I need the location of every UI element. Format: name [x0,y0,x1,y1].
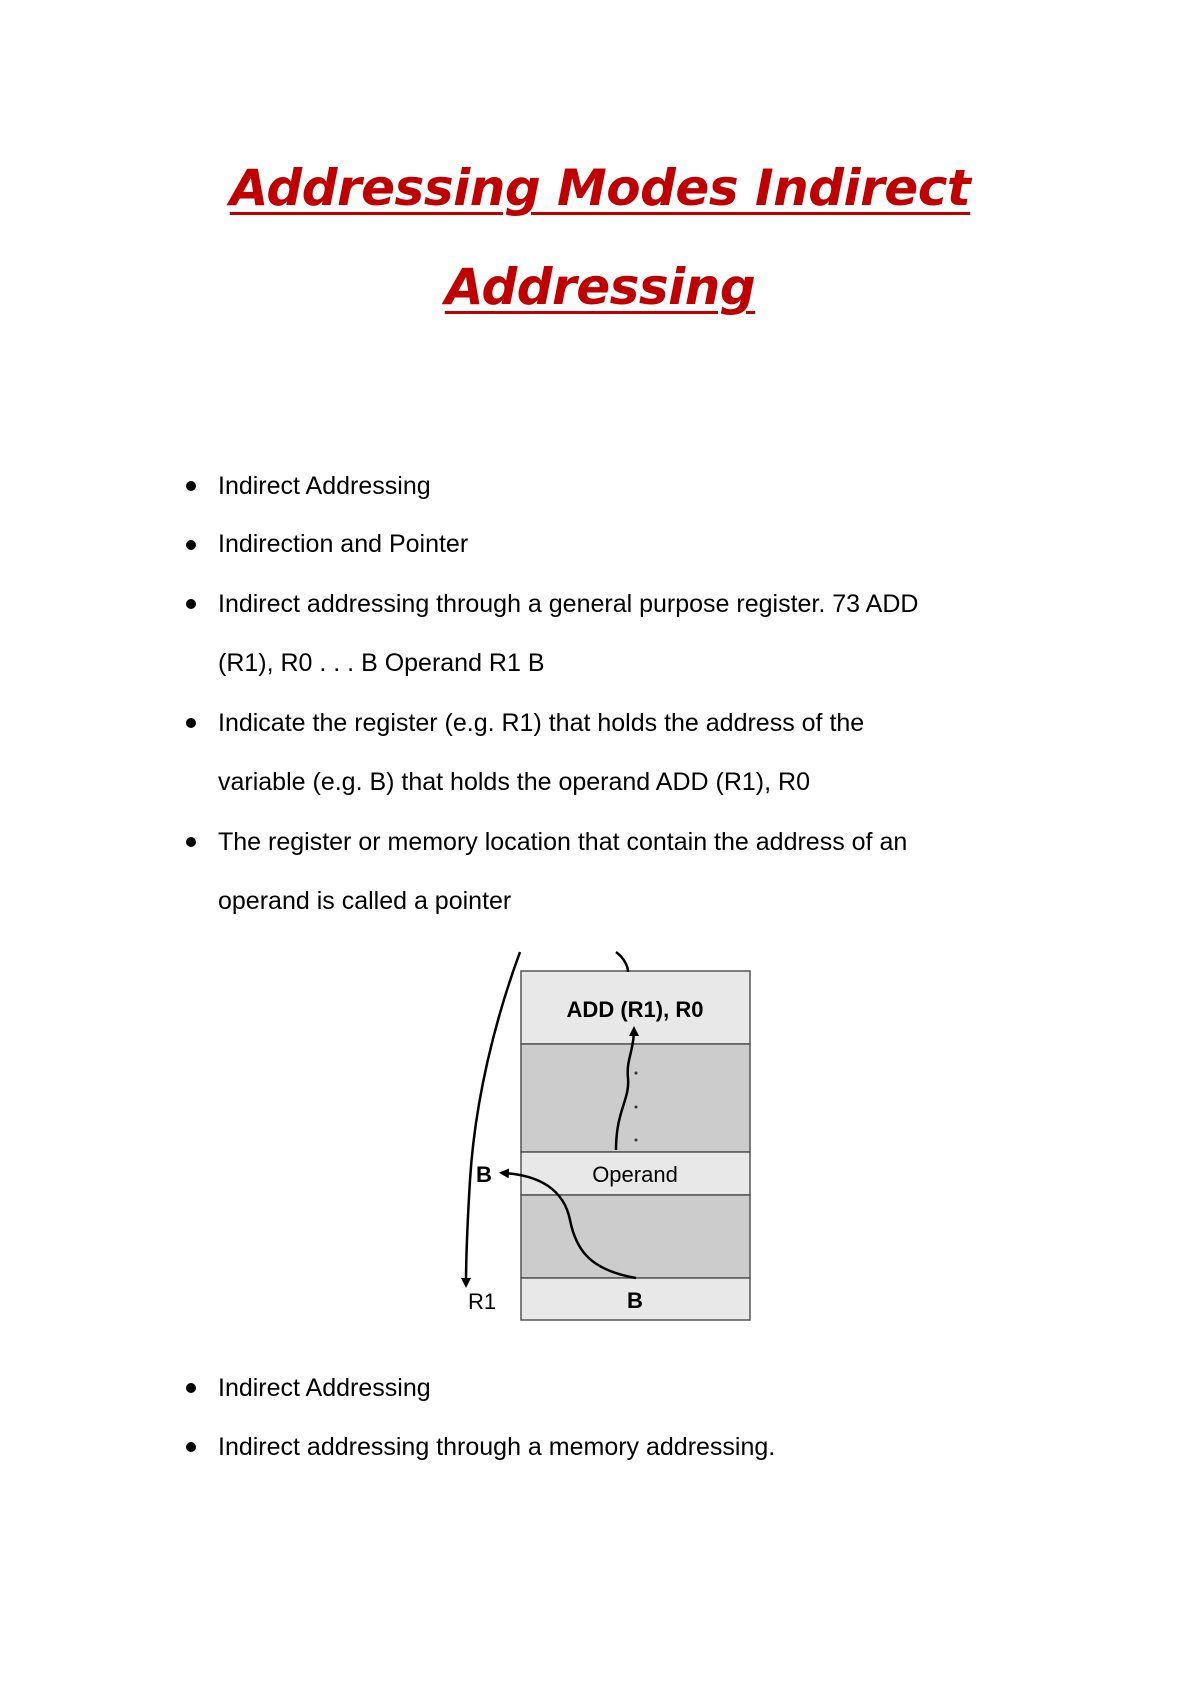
list-item: Indirect addressing through a memory addressing. [218,1433,776,1461]
list-item: The register or memory location that contain the address of an [218,828,908,856]
label-r1: R1 [468,1289,497,1314]
bullet-dot [186,718,196,728]
list-item: Indirect Addressing [218,1374,431,1402]
memory-cell-block-lower [521,1195,750,1278]
list-item-continuation: operand is called a pointer [218,887,512,915]
list-item-continuation: variable (e.g. B) that holds the operand ADD (R1), R0 [218,768,810,796]
instruction-text: ADD (R1), R0 [566,997,704,1022]
label-b: B [476,1162,492,1187]
ellipsis-dot [635,1139,638,1142]
ellipsis-dot [635,1072,638,1075]
operand-text: Operand [592,1162,678,1187]
register-cell-text: B [627,1288,643,1313]
list-item-continuation: (R1), R0 . . . B Operand R1 B [218,649,545,677]
arrow-to-r1 [466,952,520,1284]
list-item: Indirect Addressing [218,472,431,500]
indirect-addressing-diagram [420,940,760,1330]
list-item: Indicate the register (e.g. R1) that holds the address of the [218,709,865,737]
bullet-dot [186,599,196,609]
list-item: Indirect addressing through a general purpose register. 73 ADD [218,590,919,618]
bullet-dot [186,1383,196,1393]
page-title-line-2: Addressing [444,258,756,316]
bullet-dot [186,481,196,491]
memory-cell-block-upper [521,1044,750,1152]
arrow-top-curve [616,952,628,972]
page-title-line-1: Addressing Modes Indirect [229,159,971,217]
bullet-dot [186,1442,196,1452]
ellipsis-dot [635,1106,638,1109]
bullet-dot [186,540,196,550]
bullet-dot [186,837,196,847]
list-item: Indirection and Pointer [218,530,469,558]
